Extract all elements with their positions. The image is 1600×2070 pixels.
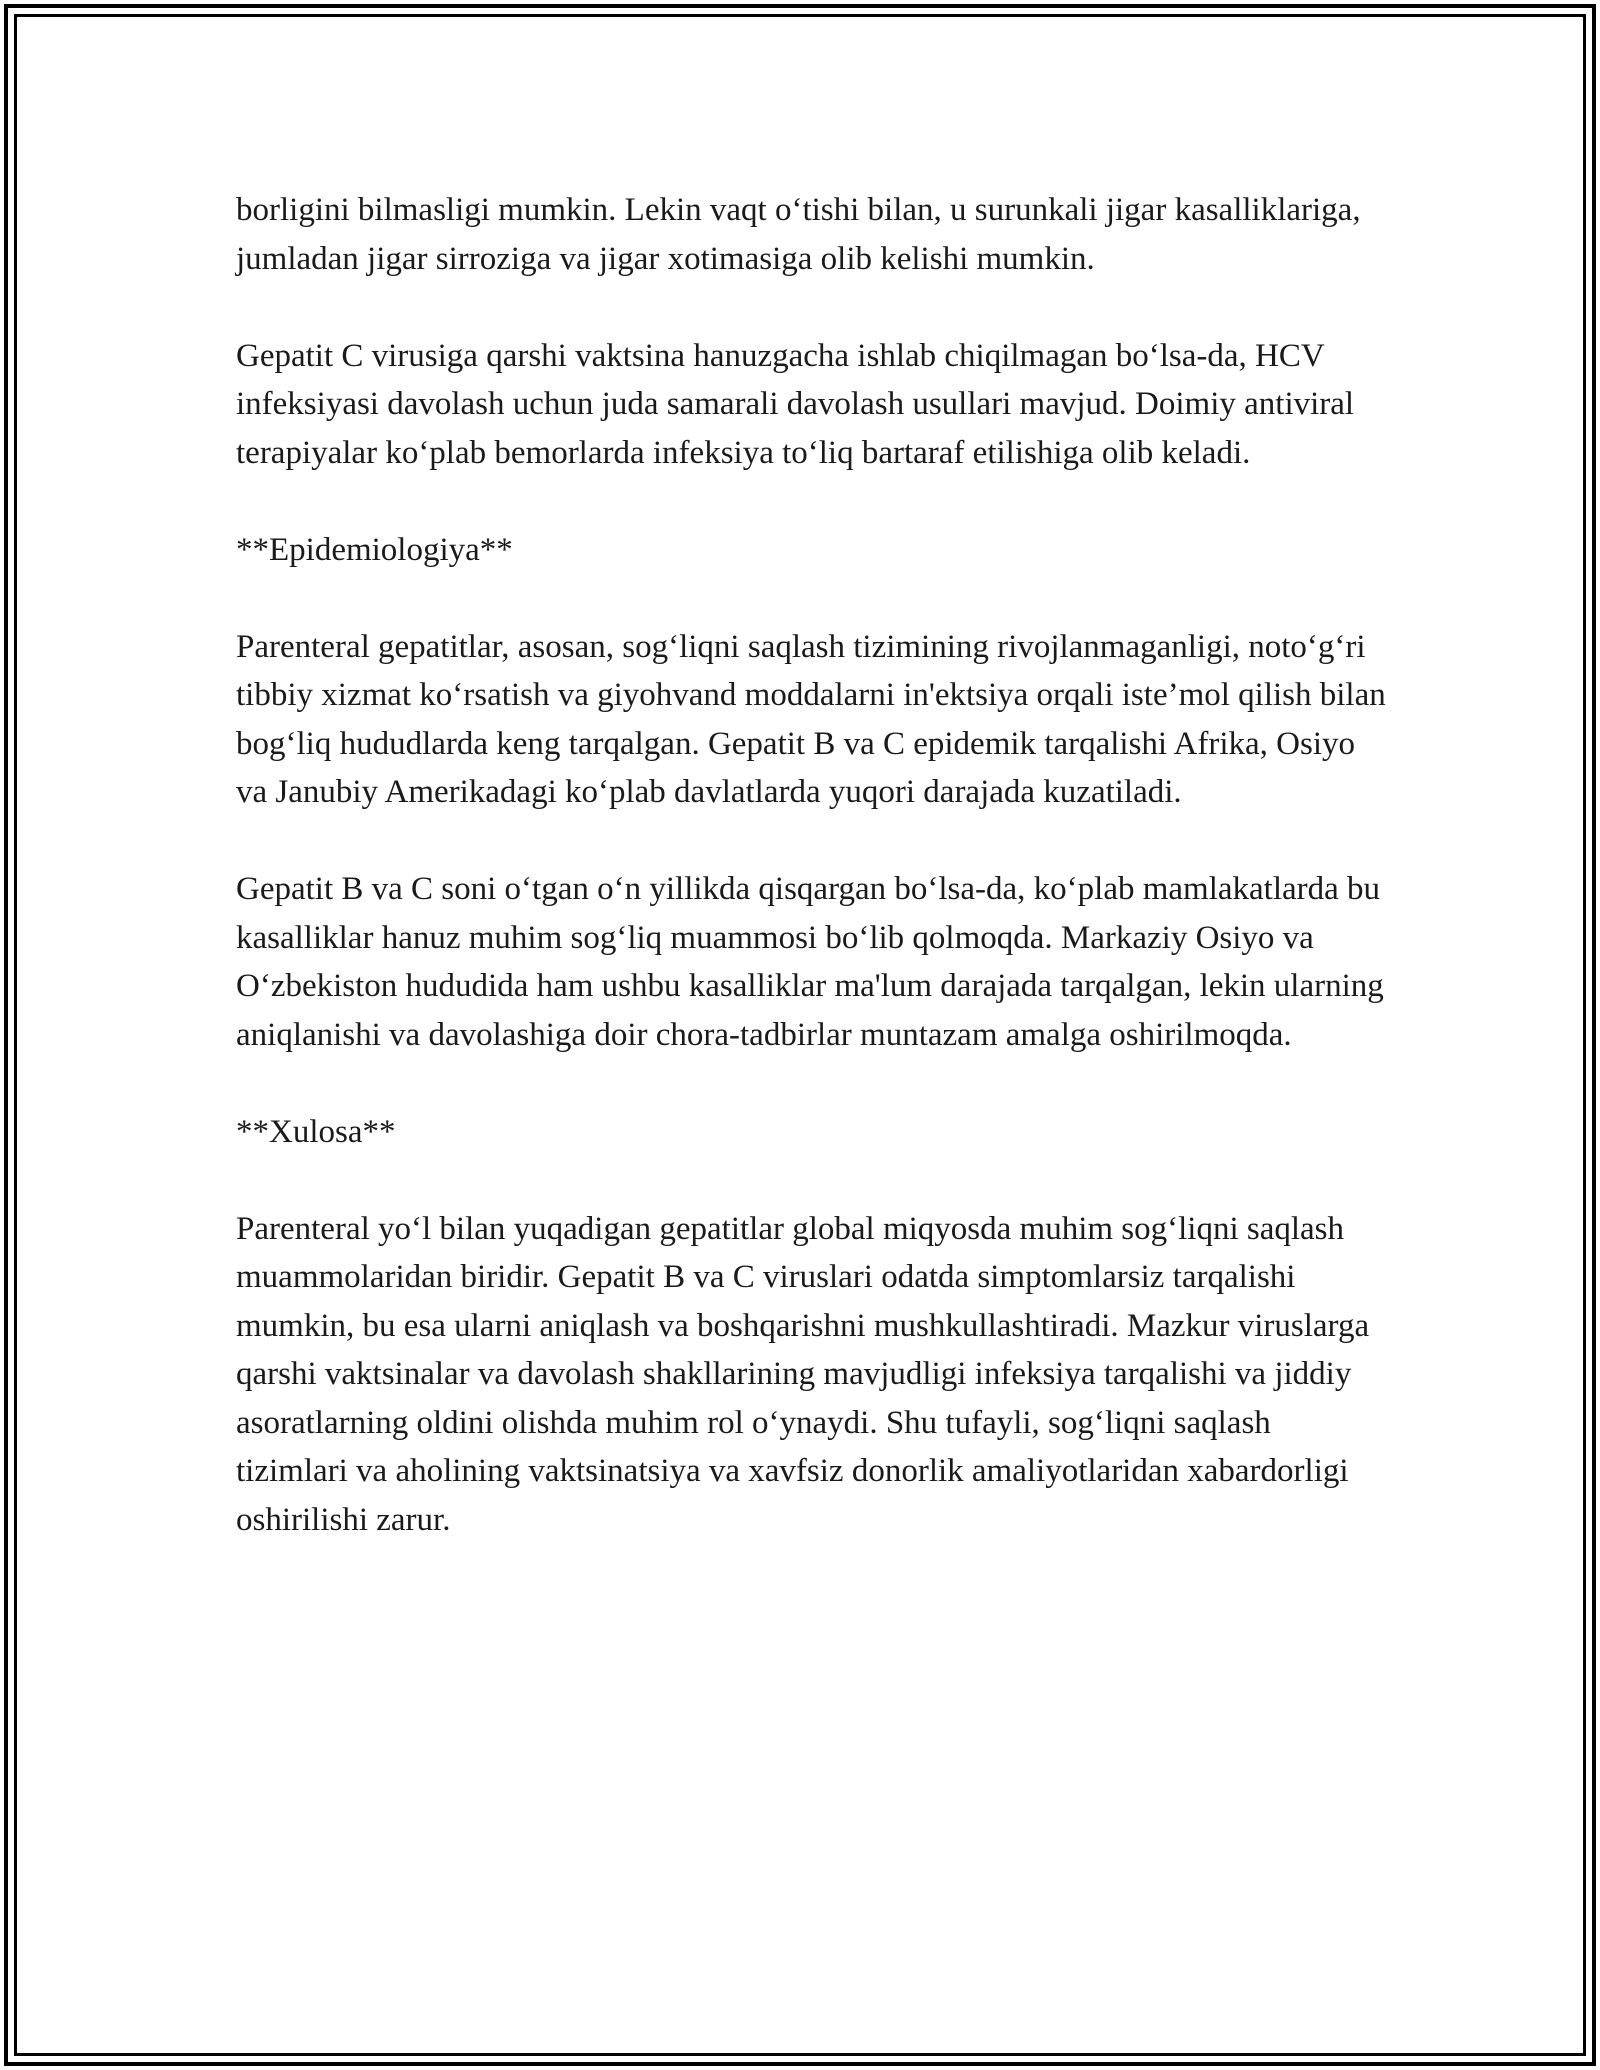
paragraph-hcv-treatment: Gepatit C virusiga qarshi vaktsina hanuzgacha ishlab chiqilmagan bo‘lsa-da, HCV infeksiyasi davolash uchun juda samarali davolash usullari mavjud. Doimiy antiviral terapiyalar ko‘plab bemorlarda infeksiya to‘liq bartaraf etilishiga olib keladi. [236,337,1355,471]
paragraph-conclusion: Parenteral yo‘l bilan yuqadigan gepatitlar global miqyosda muhim sog‘liqni saqlash muammolaridan biridir. Gepatit B va C viruslari odatda simptomlarsiz tarqalishi mumkin, bu esa ularni aniqlash va boshqarishni mushkullashtiradi. Mazkur viruslarga qarshi vaktsinalar va davolash shakllarining mavjudligi infeksiya tarqalishi va jiddiy asoratlarning oldini olishda muhim rol o‘ynaydi. Shu tufayli, sog‘liqni saqlash tizimlari va aholining vaktsinatsiya va xavfsiz donorlik amaliyotlaridan xabardorligi oshirilishi zarur. [236,1210,1370,1538]
heading-xulosa: **Xulosa** [236,1113,396,1150]
paragraph-continuation: borligini bilmasligi mumkin. Lekin vaqt o‘tishi bilan, u surunkali jigar kasalliklariga, jumladan jigar sirroziga va jigar xotimasiga olib kelishi mumkin. [236,192,1361,277]
paragraph-regional-situation: Gepatit B va C soni o‘tgan o‘n yillikda qisqargan bo‘lsa-da, ko‘plab mamlakatlarda bu kasalliklar hanuz muhim sog‘liq muammosi bo‘lib qolmoqda. Markaziy Osiyo va O‘zbekiston hududida ham ushbu kasalliklar ma'lum darajada tarqalgan, lekin ularning aniqlanishi va davolashiga doir chora-tadbirlar muntazam amalga oshirilmoqda. [236,871,1384,1053]
paragraph-epidemiology: Parenteral gepatitlar, asosan, sog‘liqni saqlash tizimining rivojlanmaganligi, noto‘g‘ri tibbiy xizmat ko‘rsatish va giyohvand moddalarni in'ektsiya orqali iste’mol qilish bilan bog‘liq hududlarda keng tarqalgan. Gepatit B va C epidemik tarqalishi Afrika, Osiyo va Janubiy Amerikadagi ko‘plab davlatlarda yuqori darajada kuzatiladi. [236,628,1386,810]
document-body [236,186,1386,1593]
heading-epidemiologiya: **Epidemiologiya** [236,531,513,568]
